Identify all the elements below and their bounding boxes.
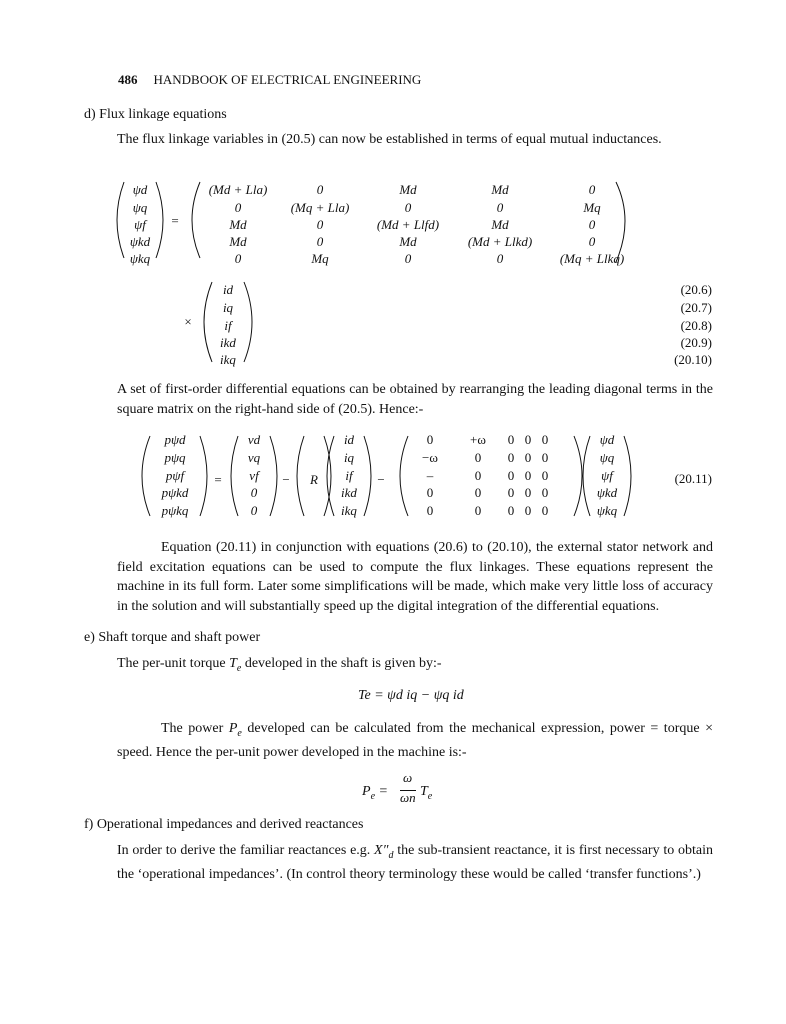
psi-left-paren — [583, 436, 590, 516]
equals-sign-2: = — [214, 472, 222, 487]
flux-matrix-cell: (Mq + Lla) — [290, 200, 350, 215]
paragraph-equation-discussion: Equation (20.11) in conjunction with equations (20.6) to (20.10), the external stator network and field excitation equations can be used to compute the flux linkages. These equations represent the machine in its full form. Later some simplifications will be made, which make very little loss of accuracy in the solution and will substantially speed up the digital integration of the differential equations. — [117, 540, 713, 614]
flux-lhs-1: ψq — [132, 200, 148, 215]
flux-matrix-cell: Md — [399, 182, 417, 197]
times-sign: × — [184, 314, 192, 329]
voltage-3: 0 — [250, 485, 258, 500]
omega-matrix-cell: 0 — [507, 485, 515, 500]
section-heading-e: e) Shaft torque and shaft power — [84, 630, 261, 645]
paragraph-power-intro: The power $P_e$ developed can be calculated from the mechanical expression, power = torque × speed. Hence the per-unit power developed in the machine is:- — [117, 721, 713, 761]
minus-sign-1: − — [282, 472, 290, 487]
deriv-lhs-0: pψd — [164, 432, 186, 447]
flux-matrix-cell: (Md + Llfd) — [376, 217, 440, 232]
voltage-0: vd — [247, 432, 261, 447]
omega-matrix-cell: 0 — [426, 485, 434, 500]
equals-sign: = — [171, 213, 179, 228]
flux-matrix-cell: 0 — [496, 251, 504, 266]
flux-matrix-cell: 0 — [234, 200, 242, 215]
psi-b-1: ψq — [599, 450, 615, 465]
omega-matrix-cell: 0 — [426, 503, 434, 518]
omega-matrix-cell: 0 — [541, 503, 549, 518]
paragraph-diff-intro: A set of first-order differential equations can be obtained by rearranging the leading diagonal terms in the square matrix on the right-hand side of (20.5). Hence:- — [117, 382, 713, 417]
paragraph-flux-intro: The flux linkage variables in (20.5) can now be established in terms of equal mutual inductances. — [117, 132, 662, 147]
omega-matrix-cell: 0 — [524, 503, 532, 518]
flux-matrix-cell: 0 — [404, 251, 412, 266]
flux-lhs-0: ψd — [132, 182, 148, 197]
equation-number: (20.9) — [680, 335, 712, 350]
current-1: iq — [222, 300, 234, 315]
psi-right-paren — [624, 436, 631, 516]
omega-matrix-cell: 0 — [507, 503, 515, 518]
omega-matrix-cell: 0 — [474, 468, 482, 483]
section-heading-f: f) Operational impedances and derived reactances — [84, 817, 364, 832]
torque-equation: Te = ψd iq − ψq id — [358, 688, 464, 703]
omega-matrix-cell: 0 — [524, 450, 532, 465]
equation-number: (20.7) — [680, 300, 712, 315]
omega-matrix-cell: – — [426, 468, 434, 483]
omega-matrix-cell: 0 — [524, 432, 532, 447]
current-b-2: if — [345, 468, 353, 483]
power-numerator: ω — [403, 770, 413, 785]
resistance-symbol: R — [310, 472, 318, 487]
minus-sign-2: − — [377, 472, 385, 487]
deriv-lhs-2: pψf — [165, 468, 185, 483]
flux-matrix-cell: 0 — [316, 217, 324, 232]
flux-matrix-cell: (Mq + Llkq) — [559, 251, 625, 266]
deriv-lhs-1: pψq — [164, 450, 186, 465]
flux-lhs-3: ψkd — [129, 234, 151, 249]
flux-matrix-cell: Mq — [583, 200, 601, 215]
omega-matrix-cell: 0 — [507, 432, 515, 447]
omega-matrix-cell: −ω — [422, 450, 438, 465]
flux-lhs-4: ψkq — [129, 251, 151, 266]
omega-matrix-cell: 0 — [541, 468, 549, 483]
omega-matrix-cell: 0 — [541, 432, 549, 447]
volt-right-paren — [270, 436, 277, 516]
section-heading-d: d) Flux linkage equations — [84, 107, 227, 122]
deriv-right-paren — [200, 436, 207, 516]
psi-b-0: ψd — [599, 432, 615, 447]
equation-number-20-11: (20.11) — [674, 471, 712, 486]
flux-matrix-cell: 0 — [316, 182, 324, 197]
flux-lhs-2: ψf — [134, 217, 146, 232]
omega-matrix-cell: 0 — [541, 450, 549, 465]
flux-matrix-cell: Md — [229, 217, 247, 232]
flux-matrix-cell: (Md + Llkd) — [467, 234, 533, 249]
paragraph-impedance-intro: In order to derive the familiar reactances e.g. $X''_d$ the sub-transient reactance, it is first necessary to obtain the ‘operational impedances’. (In control theory terminology these would be called ‘transfer functions’.) — [117, 843, 713, 883]
current-2: if — [224, 318, 232, 333]
flux-matrix-cell: (Md + Lla) — [208, 182, 268, 197]
running-title: HANDBOOK OF ELECTRICAL ENGINEERING — [153, 72, 422, 87]
flux-matrix-cell: Mq — [311, 251, 329, 266]
equation-number: (20.8) — [680, 318, 712, 333]
flux-matrix-cell: Md — [399, 234, 417, 249]
current-b-1: iq — [343, 450, 355, 465]
voltage-2: vf — [249, 468, 259, 483]
psi-b-3: ψkd — [596, 485, 618, 500]
omega-matrix-cell: 0 — [474, 450, 482, 465]
current-3: ikd — [220, 335, 236, 350]
omega-matrix-cell: 0 — [541, 485, 549, 500]
psi-b-4: ψkq — [596, 503, 618, 518]
equation-number: (20.10) — [674, 352, 712, 367]
flux-matrix-cell: 0 — [316, 234, 324, 249]
omega-right-paren — [574, 436, 582, 516]
omega-matrix-cell: 0 — [474, 485, 482, 500]
flux-matrix-cell: 0 — [588, 217, 596, 232]
flux-matrix-cell: Md — [491, 182, 509, 197]
flux-matrix-cell: 0 — [234, 251, 242, 266]
deriv-lhs-3: pψkd — [161, 485, 189, 500]
flux-matrix-cell: 0 — [404, 200, 412, 215]
flux-matrix-cell: 0 — [588, 234, 596, 249]
flux-matrix-cell: Md — [229, 234, 247, 249]
psi-b-2: ψf — [601, 468, 613, 483]
equation-number: (20.6) — [680, 282, 712, 297]
omega-left-paren — [400, 436, 408, 516]
flux-matrix-cell: 0 — [588, 182, 596, 197]
power-denominator: ωn — [400, 790, 416, 805]
omega-matrix-cell: 0 — [507, 468, 515, 483]
paragraph-torque-intro: The per-unit torque $T_e$ developed in the shaft is given by:- — [117, 656, 442, 674]
omega-matrix-cell: +ω — [470, 432, 486, 447]
r-left-paren — [297, 436, 304, 516]
i-right-paren — [364, 436, 371, 516]
volt-left-paren — [231, 436, 238, 516]
omega-matrix-cell: 0 — [524, 468, 532, 483]
omega-matrix-cell: 0 — [507, 450, 515, 465]
voltage-1: vq — [247, 450, 261, 465]
flux-matrix-cell: Md — [491, 217, 509, 232]
current-b-0: id — [343, 432, 355, 447]
current-4: ikq — [220, 352, 236, 367]
omega-matrix-cell: 0 — [474, 503, 482, 518]
page-number: 486 — [118, 72, 138, 87]
power-equation: $P_e$ = ω ωn $T_e$ — [362, 770, 433, 805]
omega-matrix-cell: 0 — [524, 485, 532, 500]
current-b-3: ikd — [341, 485, 357, 500]
deriv-lhs-4: pψkq — [161, 503, 189, 518]
flux-matrix-cell: 0 — [496, 200, 504, 215]
current-b-4: ikq — [341, 503, 357, 518]
omega-matrix-cell: 0 — [426, 432, 434, 447]
voltage-4: 0 — [250, 503, 258, 518]
deriv-left-paren — [142, 436, 150, 516]
current-0: id — [222, 282, 234, 297]
